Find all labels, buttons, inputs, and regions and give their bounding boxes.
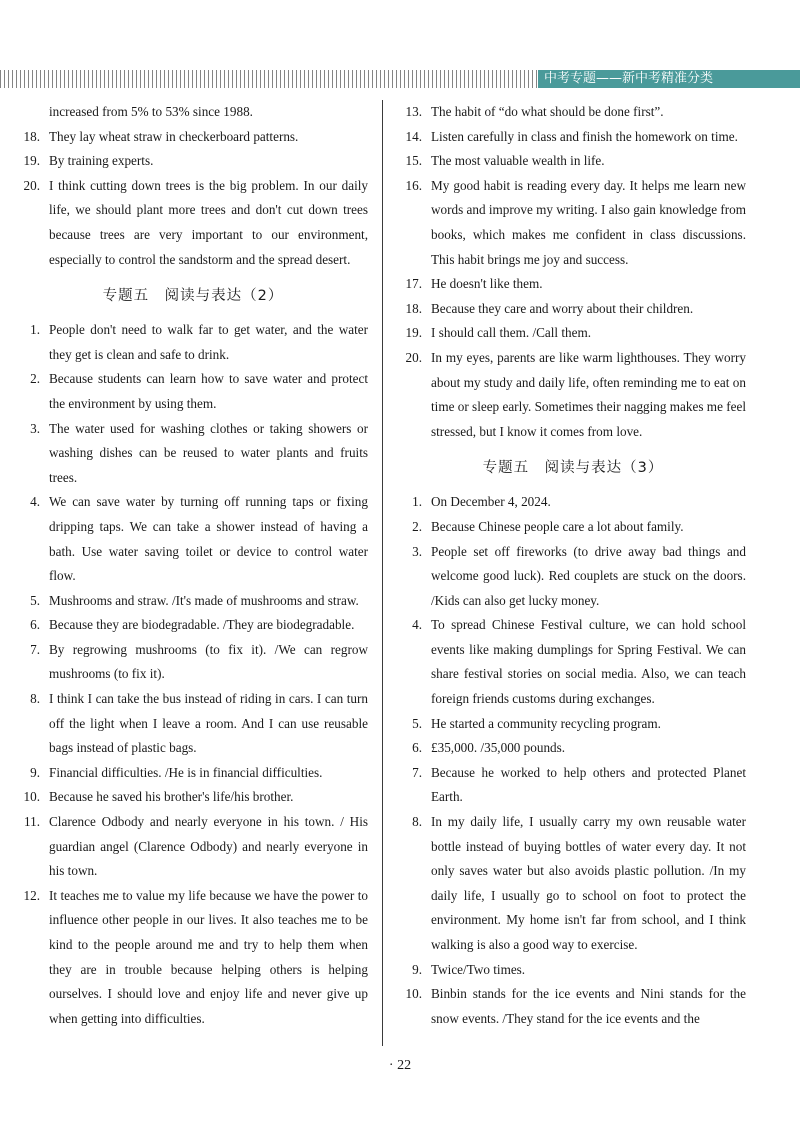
answer-text: Because he worked to help others and protected Planet Earth. [431,764,746,805]
answer-item [18,417,368,491]
answer-number: 4. [30,494,40,510]
answer-item [400,515,746,540]
answer-number: 5. [412,715,422,731]
answer-number: 10. [23,789,40,805]
answer-item [400,490,746,515]
right-column [400,100,746,1031]
answer-item [18,638,368,687]
answer-text: The habit of “do what should be done first”. [431,104,664,119]
answer-item [18,761,368,786]
answer-item [18,785,368,810]
answer-number: 16. [405,177,422,193]
continued-text: increased from 5% to 53% since 1988. [49,104,253,119]
answer-text: Because students can learn how to save water and protect the environment by using them. [49,371,368,411]
answer-text: Clarence Odbody and nearly everyone in his town. / His guardian angel (Clarence Odbody) and nearly everyone in his town. [49,814,368,879]
answer-text: Mushrooms and straw. /It's made of mushrooms and straw. [49,592,359,608]
answer-number: 1. [412,494,422,510]
answer-number: 3. [30,420,40,436]
page-number: · 22 [388,1058,412,1073]
left-column [18,100,368,1031]
answer-number: 1. [30,322,40,338]
answer-text: To spread Chinese Festival culture, we can hold school events like making dumplings for Spring Festival. We can share festival stories on social media. Also, we can teach foreign friends customs during exchanges. [431,617,746,707]
answer-text: In my eyes, parents are like warm lighthouses. They worry about my study and daily life, often reminding me to eat on time or sleep early. Sometimes their nagging makes me feel stressed, but I know it comes from love. [431,349,746,439]
answer-number: 18. [23,128,40,144]
answer-number: 19. [23,153,40,169]
answer-number: 15. [405,153,422,169]
answer-text: The water used for washing clothes or taking showers or washing dishes can be reused to water plants and fruits trees. [49,420,368,485]
answer-number: 18. [405,300,422,316]
answer-number: 2. [412,518,422,534]
answer-number: 17. [405,276,422,292]
answer-text: He started a community recycling program. [431,715,661,731]
answer-number: 8. [412,814,422,830]
section-title-2: 专题五 阅读与表达（2） [102,288,284,305]
answer-item [400,297,746,322]
answer-text: Twice/Two times. [431,961,526,977]
answer-number: 19. [405,325,422,341]
answer-item [400,982,746,1031]
answer-list-left-a [18,125,368,273]
answer-item [18,125,368,150]
answer-item [18,810,368,884]
answer-number: 9. [30,764,40,780]
answer-text: It teaches me to value my life because we have the power to influence other people in our lives. It also teaches me to be kind to the people around me and try to help them when they are in trouble because helping others is helping ourselves. I should love and enjoy life and never give up when getting into difficulties. [49,887,368,1026]
answer-number: 4. [412,617,422,633]
answer-text: By regrowing mushrooms (to fix it). /We can regrow mushrooms (to fix it). [49,641,368,682]
answer-item [18,149,368,174]
answer-text: By training experts. [49,153,154,169]
answer-item [400,272,746,297]
section-title-3: 专题五 阅读与表达（3） [482,460,664,477]
answer-item [18,367,368,416]
answer-list-left-b [18,318,368,1031]
answer-item [400,712,746,737]
answer-text: In my daily life, I usually carry my own reusable water bottle instead of buying bottles of water every day. It not only saves water but also avoids plastic pollution. /In my daily life, I usually go to school on foot to protect the environment. My home isn't far from school, and I think walking is also a good way to exercise. [431,814,746,952]
answer-number: 6. [30,617,40,633]
answer-text: We can save water by turning off running taps or fixing dripping taps. We can take a shower instead of having a bath. Use water saving toilet or device to control water flow. [49,494,368,584]
answer-text: Because he saved his brother's life/his brother. [49,789,294,805]
answer-item [400,100,746,125]
header-banner: 中考专题——新中考精准分类 [538,70,800,88]
answer-item [18,174,368,272]
answer-text: They lay wheat straw in checkerboard patterns. [49,128,299,144]
answer-number: 14. [405,128,422,144]
answer-text: Because Chinese people care a lot about family. [431,518,684,534]
answer-number: 20. [23,177,40,193]
answer-item [400,149,746,174]
answer-number: 2. [30,371,40,387]
answer-text: On December 4, 2024. [431,494,551,510]
answer-item [400,810,746,958]
answer-text: People don't need to walk far to get water, and the water they get is clean and safe to drink. [49,322,368,362]
answer-text: Listen carefully in class and finish the homework on time. [431,128,738,144]
answer-item [18,884,368,1032]
answer-item [18,589,368,614]
answer-item [400,613,746,711]
page-header [0,70,800,88]
answer-text: Financial difficulties. /He is in financial difficulties. [49,764,323,780]
answer-item [400,736,746,761]
answer-text: I should call them. /Call them. [431,325,592,341]
answer-text: He doesn't like them. [431,276,543,292]
answer-text: My good habit is reading every day. It helps me learn new words and improve my writing. I also gain knowledge from books, which makes me confident in class discussions. This habit brings me joy and success. [431,177,746,267]
answer-text: I think I can take the bus instead of riding in cars. I can turn off the light when I leave a room. And I can use reusable bags instead of plastic bags. [49,691,368,756]
answer-item [400,174,746,272]
answer-number: 8. [30,691,40,707]
answer-number: 3. [412,543,422,559]
answer-text: Because they are biodegradable. /They are biodegradable. [49,617,355,633]
answer-item [400,321,746,346]
answer-text: The most valuable wealth in life. [431,153,605,169]
answer-number: 9. [412,961,422,977]
answer-text: Because they care and worry about their children. [431,300,694,316]
answer-text: £35,000. /35,000 pounds. [431,740,566,756]
answer-item [400,761,746,810]
answer-number: 5. [30,592,40,608]
answer-item [400,125,746,150]
answer-item [400,540,746,614]
answer-item [18,687,368,761]
answer-item [400,346,746,444]
answer-number: 10. [405,986,422,1002]
answer-item [400,958,746,983]
answer-item [18,490,368,588]
answer-item [18,318,368,367]
answer-number: 7. [30,641,40,657]
answer-number: 12. [23,887,40,903]
answer-item [18,613,368,638]
answer-number: 20. [405,349,422,365]
answer-list-right-b [400,490,746,1031]
answer-text: People set off fireworks (to drive away bad things and welcome good luck). Red couplets are stuck on the doors. /Kids can also get lucky money. [431,543,746,608]
answer-number: 11. [24,814,40,830]
answer-number: 6. [412,740,422,756]
header-hatch-decoration [0,70,538,88]
answer-text: I think cutting down trees is the big problem. In our daily life, we should plant more trees and don't cut down trees because trees are very important to our environment, especially to control the sandstorm and the spread desert. [49,177,368,267]
answer-number: 13. [405,104,422,119]
answer-text: Binbin stands for the ice events and Nini stands for the snow events. /They stand for the ice events and the [431,986,746,1026]
answer-list-right-a [400,100,746,444]
column-divider [382,100,383,1046]
answer-number: 7. [412,764,422,780]
